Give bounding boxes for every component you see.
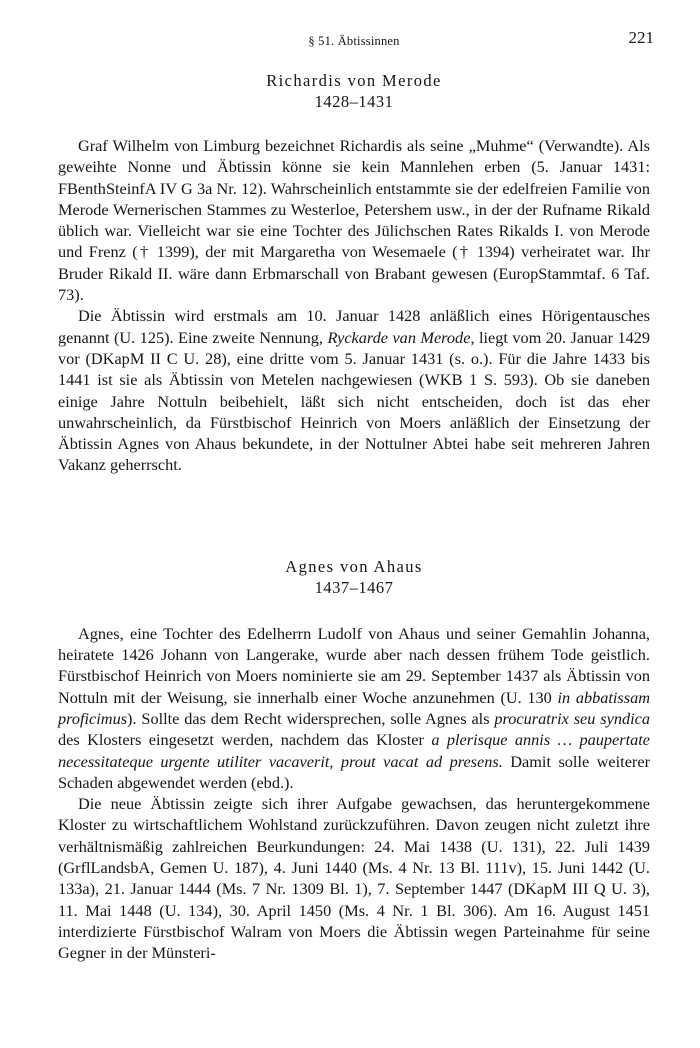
body-paragraph <box>58 305 650 475</box>
body-paragraph <box>58 623 650 793</box>
section-years: 1428–1431 <box>314 92 394 111</box>
italic-quotation: procuratrix seu syndica <box>494 708 651 728</box>
page-number: 221 <box>628 28 654 47</box>
text-run: , liegt vom 20. Januar 1429 vor (DKapM II C U. 28), eine dritte vom 5. Januar 1431 (s. o.). Für die Jahre 1433 bis 1441 ist sie als Äbtissin von Metelen nachgewiesen (WKB 1 S. 593). Ob sie daneben einige Jahre Nottuln beibehielt, läßt sich nicht entscheiden, doch ist das eher unwahrscheinlich, da Fürstbischof Heinrich von Moers anläßlich der Einsetzung der Äbtissin Agnes von Ahaus bekundete, in der Nottulner Abtei habe seit mehreren Jahren Vakanz geherrscht. <box>58 327 651 475</box>
italic-quotation: in abbatissam proficimus <box>58 687 650 728</box>
section-name: Richardis von Merode <box>266 71 442 90</box>
italic-quotation: Ryckarde van Merode <box>327 327 471 347</box>
document-page <box>58 28 654 964</box>
text-run: Damit solle weiterer Schaden abgewendet werden (ebd.). <box>58 751 650 792</box>
body-paragraph <box>58 135 650 305</box>
text-run: Die neue Äbtissin zeigte sich ihrer Aufgabe gewachsen, das heruntergekommene Kloster zu wirtschaftlichem Wohlstand zurückzuführen. Davon zeugen nicht zuletzt ihre verhältnismäßig zahlreichen Beurkundungen: 24. Mai 1438 (U. 131), 22. Juli 1439 (GrflLandsbA, Gemen U. 187), 4. Juni 1440 (Ms. 4 Nr. 13 Bl. 111v), 15. Juni 1442 (U. 133a), 21. Januar 1444 (Ms. 7 Nr. 1309 Bl. 1), 7. September 1447 (DKapM III Q U. 3), 11. Mai 1448 (U. 134), 30. April 1450 (Ms. 4 Nr. 1 Bl. 306). Am 16. August 1451 interdizierte Fürstbischof Walram von Moers die Äbtissin wegen Parteinahme für seine Gegner in der Münsteri- <box>58 794 650 963</box>
text-run: ). Sollte das dem Recht widersprechen, solle Agnes als <box>127 708 495 728</box>
body-paragraph <box>58 793 650 963</box>
section-heading-richardis <box>58 70 650 112</box>
text-run: Die Äbtissin wird erstmals am 10. Januar 1428 anläßlich eines Hörigentausches genannt (U. 125). Eine zweite Nennung, <box>58 306 650 347</box>
section-heading-agnes <box>58 556 650 598</box>
running-title: § 51. Äbtissinnen <box>308 34 400 48</box>
text-run: Agnes, eine Tochter des Edelherrn Ludolf von Ahaus und seiner Gemahlin Johanna, heiratete 1426 Johann von Langerake, wurde aber nach dessen frühem Tode geistlich. Fürstbischof Heinrich von Moers nominierte sie am 29. September 1437 als Äbtissin von Nottuln mit der Weisung, sie innerhalb einer Woche anzunehmen (U. 130 <box>58 623 650 707</box>
section-name: Agnes von Ahaus <box>285 556 423 576</box>
text-run: des Klosters eingesetzt werden, nachdem das Kloster <box>58 730 432 750</box>
text-run: Graf Wilhelm von Limburg bezeichnet Richardis als seine „Muhme“ (Verwandte). Als geweihte Nonne und Äbtissin könne sie kein Mannlehen erben (5. Januar 1431: FBenthSteinfA IV G 3a Nr. 12). Wahrscheinlich entstammte sie der edelfreien Familie von Merode Wernerischen Stammes zu Westerloe, Petershem usw., in der der Rufname Rikald üblich war. Vielleicht war sie eine Tochter des Jülichschen Rates Rikalds I. von Merode und Frenz († 1399), der mit Margaretha von Wesemaele († 1394) verheiratet war. Ihr Bruder Rikald II. wäre dann Erbmarschall von Brabant gewesen (EuropStammtaf. 6 Taf. 73). <box>58 136 650 305</box>
section-body <box>58 623 650 964</box>
italic-quotation: a plerisque annis … paupertate necessitateque urgente utiliter vacaverit, prout vacat ad presens. <box>58 730 651 771</box>
running-header <box>58 28 654 52</box>
section-body <box>58 135 650 476</box>
section-years: 1437–1467 <box>314 577 394 597</box>
